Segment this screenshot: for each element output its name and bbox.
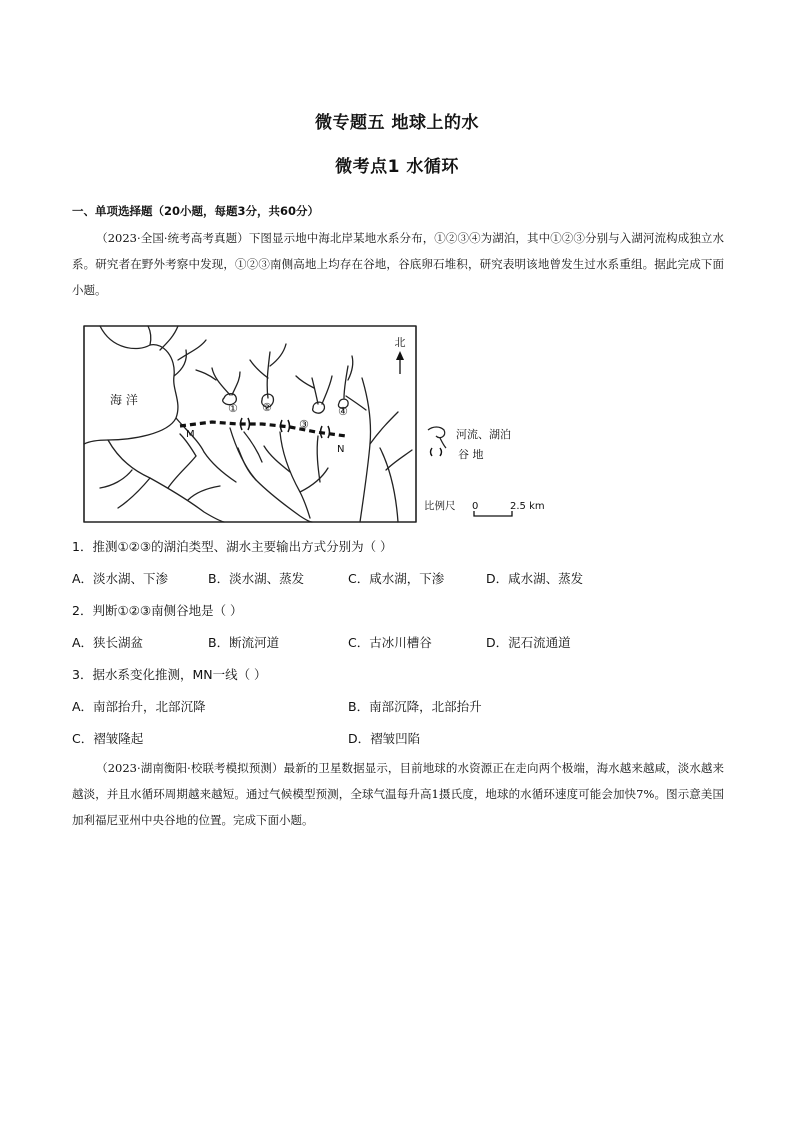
question-2-option-a[interactable]: A．狭长湖盆 xyxy=(72,635,144,650)
passage-2: （2023·湖南衡阳·校联考模拟预测）最新的卫星数据显示，目前地球的水资源正在走向两个极端，海水越来越咸，淡水越来越淡，并且水循环周期越来越短。通过气候模型预测，全球气温每升高1摄氏度，地球的水循环速度可能会加快7%。图示意美国加利福尼亚州中央谷地的位置。完成下面小题。 xyxy=(72,761,724,827)
question-1-option-d[interactable]: D．咸水湖、蒸发 xyxy=(486,571,584,586)
river xyxy=(174,350,186,376)
river xyxy=(230,428,312,522)
question-2-option-d[interactable]: D．泥石流通道 xyxy=(486,635,571,650)
point-n-label: N xyxy=(337,444,345,455)
lake-label-1: ① xyxy=(228,402,238,415)
question-2: 2．判断①②③南侧谷地是（ ） xyxy=(72,603,243,618)
question-1-option-b[interactable]: B．淡水湖、蒸发 xyxy=(208,571,305,586)
question-3-option-b[interactable]: B．南部沉降，北部抬升 xyxy=(348,699,482,714)
river xyxy=(267,352,270,398)
question-1: 1．推测①②③的湖泊类型、湖水主要输出方式分别为（ ） xyxy=(72,539,393,554)
river xyxy=(346,396,366,410)
river xyxy=(360,378,371,522)
river xyxy=(370,412,398,444)
river xyxy=(317,436,320,482)
river xyxy=(232,372,240,395)
river xyxy=(212,368,230,395)
question-2-option-b[interactable]: B．断流河道 xyxy=(208,635,280,650)
section-heading: 一、单项选择题（20小题，每题3分，共60分） xyxy=(72,204,320,218)
river xyxy=(244,432,262,462)
river xyxy=(148,326,151,345)
question-1-option-a[interactable]: A．淡水湖、下渗 xyxy=(72,571,169,586)
river xyxy=(250,360,268,378)
page-subtitle: 微考点1 水循环 xyxy=(335,157,459,177)
lake-label-3: ③ xyxy=(299,418,309,431)
legend-river-symbol xyxy=(428,427,445,438)
river xyxy=(178,340,206,360)
river xyxy=(386,450,412,470)
river xyxy=(312,378,318,404)
question-3: 3．据水系变化推测，MN一线（ ） xyxy=(72,667,267,682)
question-3-option-a[interactable]: A．南部抬升，北部沉降 xyxy=(72,699,206,714)
scale-bar xyxy=(474,511,512,516)
point-m-label: M xyxy=(186,429,195,440)
river xyxy=(296,376,314,388)
legend-river-label: 河流、湖泊 xyxy=(456,428,511,441)
passage-1: （2023·全国·统考高考真题）下图显示地中海北岸某地水系分布，①②③④为湖泊，其中①②③分别与入湖河流构成独立水系。研究者在野外考察中发现，①②③南侧高地上均存在谷地，谷底卵石堆积，研究表明该地曾发生过水系重组。据此完成下面小题。 xyxy=(72,231,724,297)
river xyxy=(344,366,348,398)
question-1-option-c[interactable]: C．咸水湖，下渗 xyxy=(348,571,445,586)
river xyxy=(300,468,328,492)
river xyxy=(100,470,132,488)
ocean-label: 海 洋 xyxy=(110,393,138,407)
river xyxy=(270,344,286,366)
river xyxy=(380,448,398,522)
river xyxy=(322,376,332,404)
river xyxy=(204,452,236,482)
river xyxy=(168,456,196,488)
river xyxy=(348,356,353,380)
scale-start: 0 xyxy=(472,501,479,512)
lake-label-2: ② xyxy=(262,401,272,414)
north-label: 北 xyxy=(394,336,406,349)
river xyxy=(160,326,178,350)
river xyxy=(238,448,256,480)
scale-end: 2.5 km xyxy=(510,501,545,512)
question-2-option-c[interactable]: C．古冰川槽谷 xyxy=(348,635,432,650)
question-3-option-d[interactable]: D．褶皱凹陷 xyxy=(348,731,421,746)
river xyxy=(108,440,224,522)
scale-label: 比例尺 xyxy=(424,500,456,512)
legend-river-line xyxy=(440,438,446,448)
north-arrow-head xyxy=(396,351,404,360)
river xyxy=(188,486,220,500)
river xyxy=(118,478,150,508)
legend-valley-label: 谷 地 xyxy=(458,448,484,461)
page-title: 微专题五 地球上的水 xyxy=(315,113,479,133)
question-3-option-c[interactable]: C．褶皱隆起 xyxy=(72,731,144,746)
legend-valley-symbol xyxy=(431,448,442,456)
lake-label-4: ④ xyxy=(338,405,348,418)
coastline xyxy=(84,326,178,444)
